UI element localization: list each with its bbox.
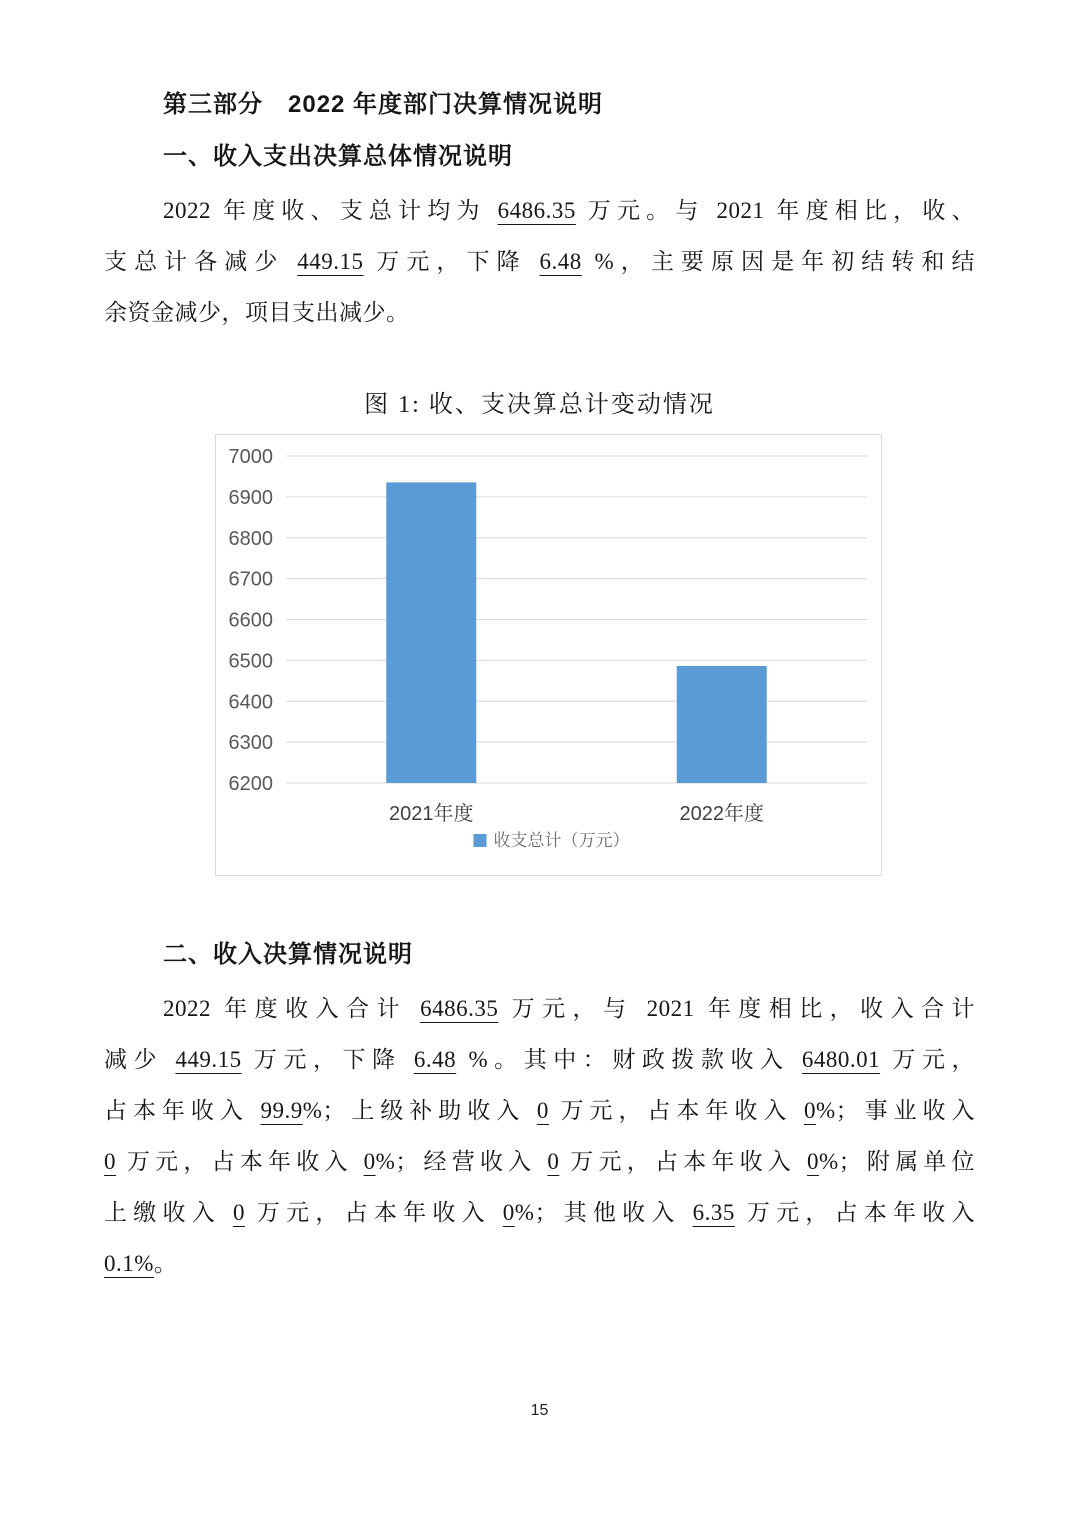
text-run: 万元，下降 <box>363 249 540 274</box>
y-tick-label: 6600 <box>228 609 273 632</box>
text-run: 2022 年度收、支总计均为 <box>163 198 498 223</box>
text-run: 万元。与 2021 年度相比，收、 <box>575 198 975 223</box>
body-line <box>104 1034 975 1085</box>
underlined-value: 0 <box>536 1098 549 1123</box>
x-category-label: 2022年度 <box>679 803 764 825</box>
body-line <box>104 1187 975 1238</box>
text-run: 万元， <box>880 1047 975 1072</box>
text-run: 万元，与 2021 年度相比，收入合计 <box>498 996 976 1021</box>
y-tick-label: 6200 <box>228 773 273 795</box>
text-run: %，主要原因是年初结转和结 <box>581 249 976 274</box>
text-run: 余资金减少，项目支出减少。 <box>104 300 410 325</box>
body-line <box>104 1085 975 1136</box>
underlined-value: 0 <box>547 1149 560 1174</box>
x-category-label: 2021年度 <box>389 803 474 825</box>
y-tick-label: 6700 <box>228 568 273 591</box>
section2-heading: 二、收入决算情况说明 <box>163 941 413 968</box>
underlined-value: 0 <box>363 1149 376 1174</box>
paragraph-overview <box>104 185 975 338</box>
paragraph-income <box>104 983 975 1289</box>
body-line <box>104 1238 975 1289</box>
legend-marker <box>474 834 487 847</box>
text-run: 万元，占本年收入 <box>244 1200 503 1225</box>
body-line <box>104 1136 975 1187</box>
underlined-value: 99.9 <box>260 1098 303 1123</box>
underlined-value: 6480.01 <box>801 1047 881 1072</box>
text-run: %。其中：财政拨款收入 <box>456 1047 802 1072</box>
text-run: 占本年收入 <box>104 1098 261 1123</box>
text-run: 。 <box>153 1251 178 1276</box>
body-line <box>104 185 975 236</box>
chart-title: 图 1: 收、支决算总计变动情况 <box>364 392 715 418</box>
text-run: %；附属单位 <box>818 1149 975 1174</box>
text-run: %；事业收入 <box>815 1098 975 1123</box>
text-run: 2022 年度收入合计 <box>163 996 421 1021</box>
bar-chart-svg <box>216 435 881 875</box>
underlined-value: 6.48 <box>539 249 582 274</box>
text-run: %；其他收入 <box>514 1200 693 1225</box>
underlined-value: 0 <box>232 1200 245 1225</box>
underlined-value: 6486.35 <box>497 198 576 223</box>
chart-container <box>215 434 882 876</box>
body-line <box>104 983 975 1034</box>
page-number: 15 <box>530 1402 549 1419</box>
text-run: 万元，下降 <box>241 1047 414 1072</box>
part-heading: 第三部分 2022 年度部门决算情况说明 <box>163 91 604 118</box>
text-run: 减少 <box>104 1047 176 1072</box>
underlined-value: 449.15 <box>175 1047 242 1072</box>
legend-label: 收支总计（万元） <box>493 831 630 850</box>
y-tick-label: 6500 <box>228 650 273 673</box>
underlined-value: 0 <box>806 1149 819 1174</box>
section1-heading: 一、收入支出决算总体情况说明 <box>163 143 513 170</box>
text-run: 万元，占本年收入 <box>559 1149 807 1174</box>
y-tick-label: 7000 <box>228 446 273 468</box>
underlined-value: 6486.35 <box>420 996 499 1021</box>
underlined-value: 6.48 <box>413 1047 457 1072</box>
underlined-value: 0 <box>803 1098 816 1123</box>
text-run: 万元，占本年收入 <box>548 1098 804 1123</box>
y-tick-label: 6400 <box>228 691 273 714</box>
text-run: %；上级补助收入 <box>302 1098 537 1123</box>
underlined-value: 0 <box>104 1149 116 1174</box>
bar-2021年度 <box>386 482 476 783</box>
text-run: 万元，占本年收入 <box>116 1149 364 1174</box>
underlined-value: 0.1% <box>104 1251 154 1276</box>
y-tick-label: 6900 <box>228 486 273 509</box>
y-tick-label: 6300 <box>228 732 273 755</box>
text-run: 支总计各减少 <box>104 249 298 274</box>
underlined-value: 0 <box>502 1200 515 1225</box>
text-run: 万元，占本年收入 <box>734 1200 976 1225</box>
text-run: 上缴收入 <box>104 1200 233 1225</box>
underlined-value: 6.35 <box>692 1200 735 1225</box>
y-tick-label: 6800 <box>228 527 273 550</box>
chart-figure <box>104 390 975 876</box>
bar-2022年度 <box>677 666 767 783</box>
text-run: %；经营收入 <box>375 1149 548 1174</box>
body-line <box>104 287 975 338</box>
underlined-value: 449.15 <box>297 249 364 274</box>
body-line <box>104 236 975 287</box>
